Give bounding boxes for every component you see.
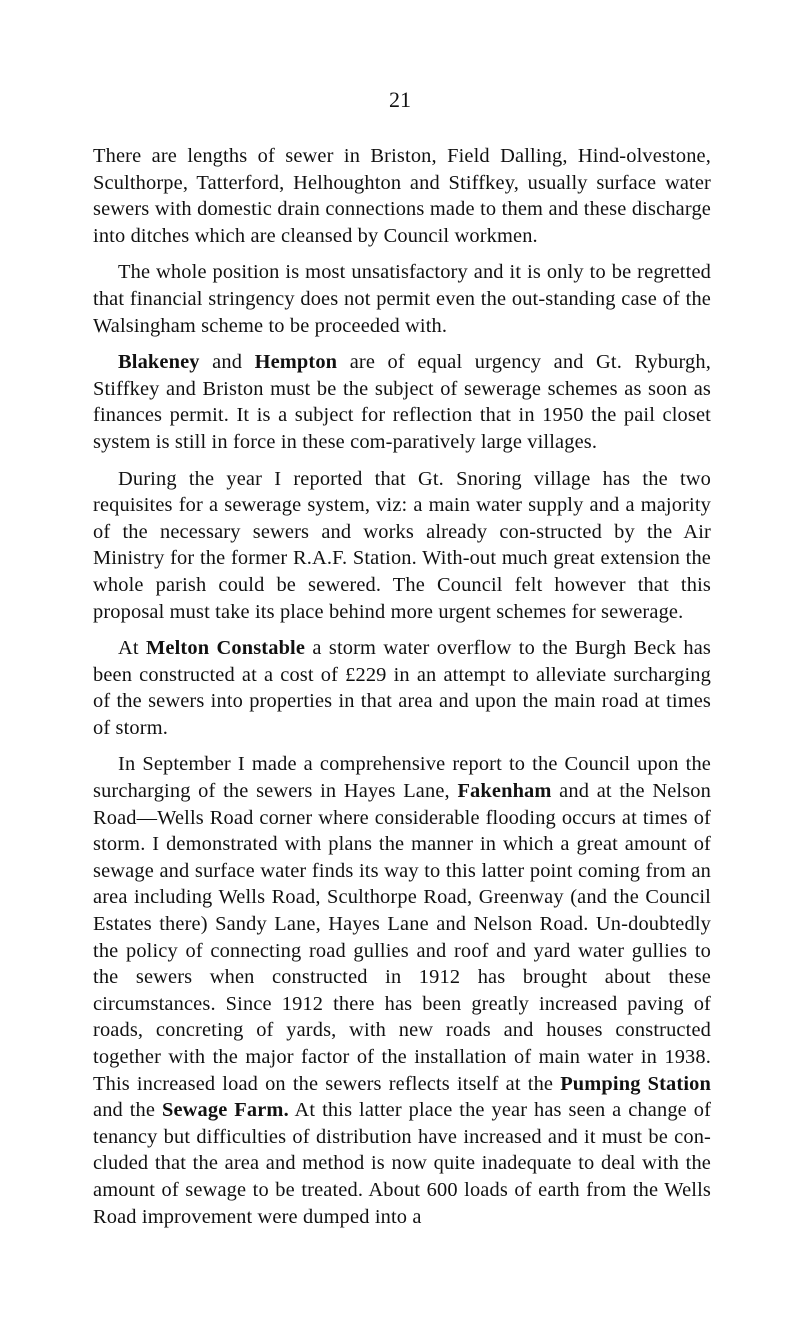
page-number: 21 [389,87,411,112]
paragraph-text: At [118,637,146,660]
paragraph-text: At this latter place the year has seen a change of tenancy but difficulties of distribution have increased and it must be con-cluded that the area and method is now quite inadequate to deal with the amount of sewage to be treated. About 600 loads of earth from the Wells Road improvement were dumped into a [93,1099,712,1228]
term-sewage-farm: Sewage Farm. [161,1099,289,1122]
paragraph-sewer-lengths: There are lengths of sewer in Briston, Field Dalling, Hind-olvestone, Sculthorpe, Tatterford, Helhoughton and Stiffkey, usually surface water sewers with domestic drain connections made to them and these discharge into ditches which are cleansed by Council workmen. [93,145,711,247]
place-name-fakenham: Fakenham [457,780,552,803]
paragraph-text: and at the Nelson Road—Wells Road corner where considerable flooding occurs at times of storm. I demonstrated with plans the manner in which a great amount of sewage and surface water finds its way to this latter point coming from an area including Wells Road, Sculthorpe Road, Greenway (and the Council Estates there) Sandy Lane, Hayes Lane and Nelson Road. Un-doubtedly the policy of connecting road gullies and roof and yard water gullies to the sewers when constructed in 1912 has brought about these circumstances. Since 1912 there has been greatly increased paving of roads, concreting of yards, with new roads and houses constructed together with the major factor of the installation of main water in 1938. This increased load on the sewers reflects itself at the [93,780,711,1095]
paragraph-unsatisfactory-position: The whole position is most unsatisfactory and it is only to be regretted that financial stringency does not permit even the out-standing case of the Walsingham scheme to be proceeded with. [93,261,711,337]
paragraph-text: a storm water overflow to the Burgh Beck has been constructed at a cost of £229 in an attempt to alleviate surcharging of the sewers into properties in that area and upon the main road at times of storm. [93,637,711,739]
paragraph-fakenham-report [93,751,711,1230]
paragraph-gt-snoring: During the year I reported that Gt. Snoring village has the two requisites for a sewerage system, viz: a main water supply and a majority of the necessary sewers and works already con-structed by the Air Ministry for the former R.A.F. Station. With-out much great extension the whole parish could be sewered. The Council felt however that this proposal must take its place behind more urgent schemes for sewerage. [93,467,711,623]
paragraph-text: In September I made a comprehensive report to the Council upon the surcharging of the sewers in Hayes Lane, [93,753,711,803]
paragraph-urgent-villages [93,349,711,455]
document-body [93,143,711,1240]
paragraph-melton-constable [93,635,711,741]
place-name-blakeney: Blakeney [118,351,200,374]
paragraph-text: and the [93,1099,162,1122]
paragraph-text: and [199,351,255,374]
paragraph-text: are of equal urgency and Gt. Ryburgh, Stiffkey and Briston must be the subject of sewerage schemes as soon as finances permit. It is a subject for reflection that in 1950 the pail closet system is still in force in these com-paratively large villages. [93,351,711,453]
place-name-melton-constable: Melton Constable [146,637,306,660]
term-pumping-station: Pumping Station [560,1072,711,1095]
place-name-hempton: Hempton [254,351,338,374]
